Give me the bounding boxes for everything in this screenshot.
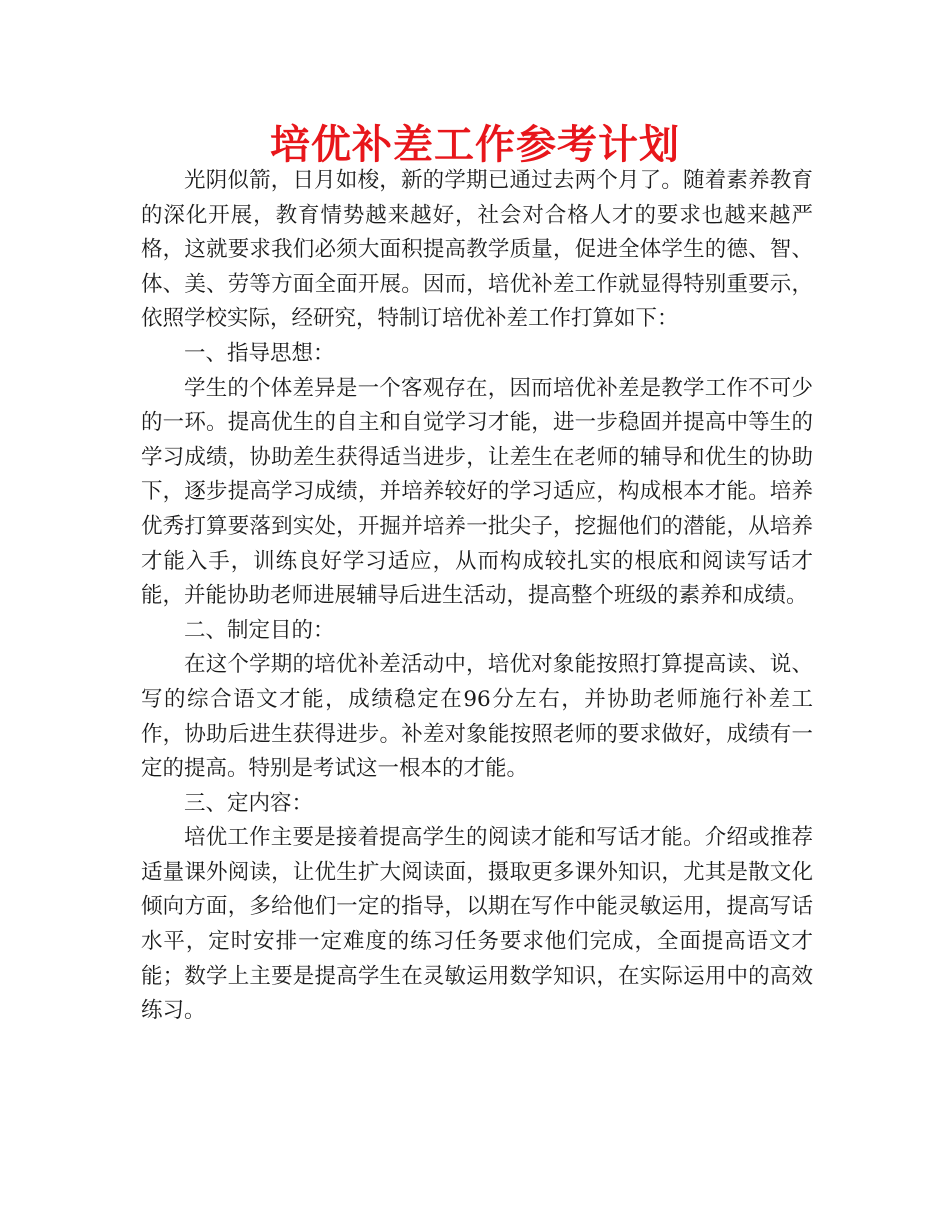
goals-paragraph: 在这个学期的培优补差活动中，培优对象能按照打算提高读、说、写的综合语文才能，成绩稳定在96分左右，并协助老师施行补差工作，协助后进生获得进步。补差对象能按照老师的要求做好，成绩有一定的提高。特别是考试这一根本的才能。 bbox=[141, 652, 813, 782]
document-title: 培优补差工作参考计划 bbox=[270, 122, 680, 168]
content-paragraph: 培优工作主要是接着提高学生的阅读才能和写话才能。介绍或推荐适量课外阅读，让优生扩大阅读面，摄取更多课外知识，尤其是散文化倾向方面，多给他们一定的指导，以期在写作中能灵敏运用，提高写话水平，定时安排一定难度的练习任务要求他们完成，全面提高语文才能；数学上主要是提高学生在灵敏运用数学知识，在实际运用中的高效练习。 bbox=[141, 825, 813, 1024]
section-heading-guiding-ideas: 一、指导思想： bbox=[184, 340, 335, 366]
section-heading-content: 三、定内容： bbox=[184, 790, 314, 816]
document-body bbox=[141, 164, 813, 1029]
guiding-ideas-paragraph: 学生的个体差异是一个客观存在，因而培优补差是教学工作不可少的一环。提高优生的自主和自觉学习才能，进一步稳固并提高中等生的学习成绩，协助差生获得适当进步，让差生在老师的辅导和优生的协助下，逐步提高学习成绩，并培养较好的学习适应，构成根本才能。培养优秀打算要落到实处，开掘并培养一批尖子，挖掘他们的潜能，从培养才能入手，训练良好学习适应，从而构成较扎实的根底和阅读写话才能，并能协助老师进展辅导后进生活动，提高整个班级的素养和成绩。 bbox=[141, 375, 813, 609]
intro-paragraph: 光阴似箭，日月如梭，新的学期已通过去两个月了。随着素养教育的深化开展，教育情势越来越好，社会对合格人才的要求也越来越严格，这就要求我们必须大面积提高教学质量，促进全体学生的德、智、体、美、劳等方面全面开展。因而，培优补差工作就显得特别重要示，依照学校实际，经研究，特制订培优补差工作打算如下： bbox=[141, 168, 813, 332]
section-heading-goals: 二、制定目的： bbox=[184, 617, 335, 643]
